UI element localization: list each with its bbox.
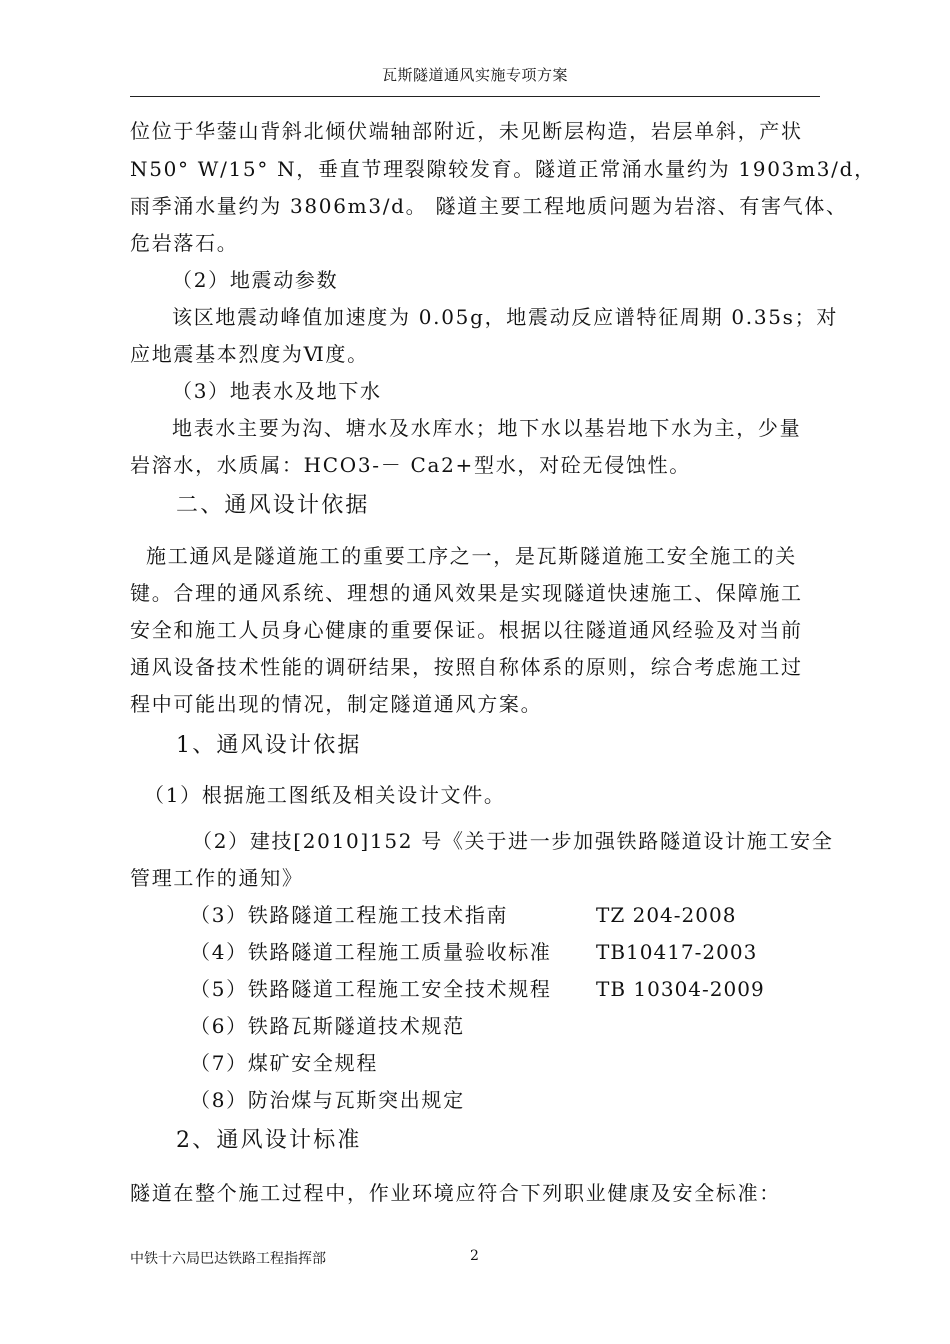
standard-code: TB10417-2003 [596, 940, 758, 964]
list-item: （7）煤矿安全规程 [190, 1051, 379, 1075]
page-header-title: 瓦斯隧道通风实施专项方案 [381, 66, 568, 84]
paragraph-line: 隧道在整个施工过程中，作业环境应符合下列职业健康及安全标准： [130, 1181, 781, 1205]
section-heading: 二、通风设计依据 [176, 493, 370, 518]
standard-code: TZ 204-2008 [596, 903, 737, 927]
paragraph-line: 危岩落石。 [130, 231, 239, 255]
list-item: （4）铁路隧道工程施工质量验收标准 [190, 940, 552, 964]
list-item-continued: 管理工作的通知》 [130, 866, 304, 890]
subsection-heading-basis: 1、通风设计依据 [176, 733, 362, 758]
paragraph-line: N50° W/15° N，垂直节理裂隙较发育。隧道正常涌水量约为 1903m3/d， [130, 157, 876, 181]
subsection-heading-standard: 2、通风设计标准 [176, 1128, 362, 1153]
list-item: （2）建技[2010]152 号《关于进一步加强铁路隧道设计施工安全 [192, 829, 834, 853]
paragraph-line: 位位于华蓥山背斜北倾伏端轴部附近，未见断层构造，岩层单斜，产状 [130, 119, 803, 143]
paragraph-line: 安全和施工人员身心健康的重要保证。根据以往隧道通风经验及对当前 [130, 618, 803, 642]
paragraph-line: 程中可能出现的情况，制定隧道通风方案。 [130, 692, 543, 716]
paragraph-line: 应地震基本烈度为Ⅵ度。 [130, 342, 369, 366]
paragraph-line: 键。合理的通风系统、理想的通风效果是实现隧道快速施工、保障施工 [130, 581, 803, 605]
paragraph-line: 该区地震动峰值加速度为 0.05g，地震动反应谱特征周期 0.35s；对 [172, 305, 839, 329]
subheading-seismic: （2）地震动参数 [172, 268, 339, 292]
list-item: （3）铁路隧道工程施工技术指南 [190, 903, 509, 927]
paragraph-line: 施工通风是隧道施工的重要工序之一，是瓦斯隧道施工安全施工的关 [146, 544, 797, 568]
list-item: （5）铁路隧道工程施工安全技术规程 [190, 977, 552, 1001]
paragraph-line: 雨季涌水量约为 3806m3/d。 隧道主要工程地质问题为岩溶、有害气体、 [130, 194, 848, 218]
footer-organization: 中铁十六局巴达铁路工程指挥部 [130, 1251, 326, 1267]
header-rule [130, 96, 820, 97]
page-number: 2 [470, 1248, 479, 1264]
subheading-water: （3）地表水及地下水 [172, 379, 382, 403]
paragraph-line: 地表水主要为沟、塘水及水库水；地下水以基岩地下水为主，少量 [172, 416, 802, 440]
paragraph-line: 通风设备技术性能的调研结果，按照自称体系的原则，综合考虑施工过 [130, 655, 803, 679]
list-item: （1）根据施工图纸及相关设计文件。 [144, 783, 506, 807]
paragraph-line: 岩溶水，水质属：HCO3-－ Ca2+型水，对砼无侵蚀性。 [130, 453, 691, 477]
list-item: （6）铁路瓦斯隧道技术规范 [190, 1014, 465, 1038]
standard-code: TB 10304-2009 [596, 977, 765, 1001]
list-item: （8）防治煤与瓦斯突出规定 [190, 1088, 465, 1112]
